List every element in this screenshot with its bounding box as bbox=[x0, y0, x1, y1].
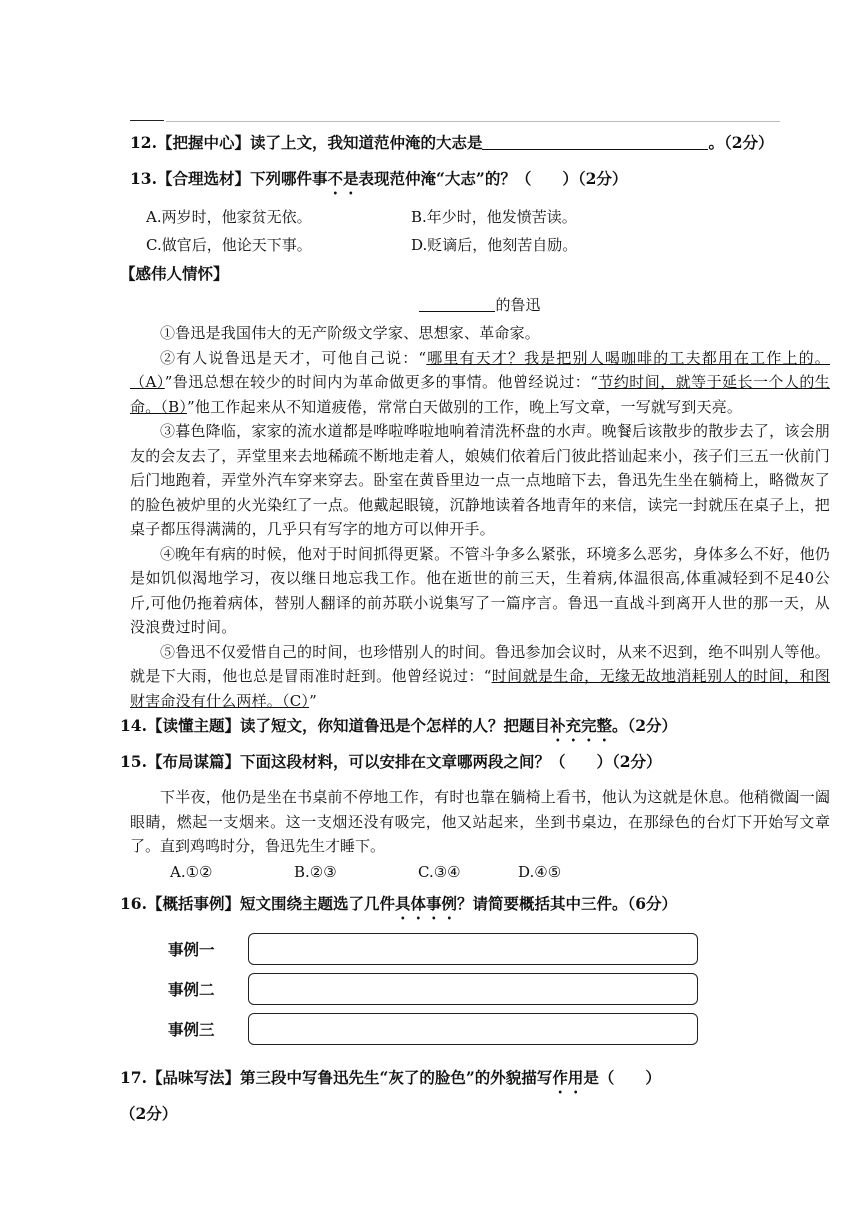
exam-page bbox=[120, 130, 830, 1125]
q13-option-b[interactable]: B.年少时，他发愤苦读。 bbox=[411, 208, 577, 226]
example-row-2 bbox=[168, 969, 830, 1009]
q17-score: （2分） bbox=[120, 1103, 178, 1123]
question-16 bbox=[120, 893, 830, 923]
example-row-1 bbox=[168, 929, 830, 969]
question-12 bbox=[130, 132, 830, 154]
q17-emphasis: 作用 bbox=[552, 1067, 584, 1087]
section-title: 【感伟人情怀】 bbox=[120, 264, 229, 283]
q13-option-a[interactable]: A.两岁时，他家贫无依。 bbox=[146, 208, 312, 226]
q12-text: 12.【把握中心】读了上文，我知道范仲淹的大志是 bbox=[130, 133, 483, 152]
example-label-2: 事例二 bbox=[168, 979, 215, 999]
p2-text-b: ”鲁迅总想在较少的时间内为革命做更多的事情。他曾经说过：“ bbox=[164, 373, 599, 391]
q12-answer-blank[interactable] bbox=[482, 134, 708, 150]
article-title bbox=[130, 294, 830, 315]
p2-quote-a: 哪里有天才？我是把别人喝咖啡的工夫都用在工作上的。（A） bbox=[130, 348, 830, 391]
q15-option-c[interactable]: C.③④ bbox=[418, 862, 461, 881]
p5-text-a: ⑤鲁迅不仅爱惜自己的时间，也珍惜别人的时间。鲁迅参加会议时，从来不迟到，绝不叫别人等他。就是下大雨，他也总是冒雨准时赶到。他曾经说过：“ bbox=[130, 642, 830, 685]
q17-text-b: 是（ ） bbox=[583, 1067, 661, 1087]
paragraph-5 bbox=[130, 640, 830, 714]
q14-emphasis: 补充完整 bbox=[549, 716, 612, 735]
q15-option-d[interactable]: D.④⑤ bbox=[518, 862, 562, 881]
q15-options bbox=[130, 859, 830, 885]
q13-options-row-2 bbox=[130, 232, 830, 258]
example-label-3: 事例三 bbox=[168, 1019, 215, 1039]
paragraph-2 bbox=[130, 346, 830, 420]
q12-score: 。（2分） bbox=[708, 133, 774, 152]
q16-emphasis: 具体事例 bbox=[394, 893, 457, 913]
header-rule-light bbox=[166, 121, 780, 122]
p2-text-a: ②有人说鲁迅是天才，可他自己说：“ bbox=[160, 348, 427, 367]
q13-text-b: 表现范仲淹“大志”的？（ ）（2分） bbox=[358, 169, 628, 188]
q13-text-a: 13.【合理选材】下列哪件事 bbox=[130, 169, 328, 188]
q17-text-a: 17.【品味写法】第三段中写鲁迅先生“灰了的脸色”的外貌描写 bbox=[120, 1067, 553, 1087]
question-15: 15.【布局谋篇】下面这段材料，可以安排在文章哪两段之间？（ ）（2分） bbox=[120, 752, 662, 771]
q14-text-b: 。（2分） bbox=[611, 716, 678, 735]
q16-answer-boxes bbox=[130, 929, 830, 1049]
paragraph-1: ①鲁迅是我国伟大的无产阶级文学家、思想家、革命家。 bbox=[160, 324, 541, 342]
q13-option-d[interactable]: D.贬谪后，他刻苦自励。 bbox=[411, 236, 578, 254]
p2-text-c: ”他工作起来从不知道疲倦，常常白天做别的工作，晚上写文章，一写就写到天亮。 bbox=[187, 397, 743, 416]
example-label-1: 事例一 bbox=[168, 939, 215, 959]
q15-option-b[interactable]: B.②③ bbox=[294, 862, 337, 881]
p2-quote-b: 节约时间，就等于延长一个人的生命。（B） bbox=[130, 373, 830, 416]
q16-text-a: 16.【概括事例】短文围绕主题选了几件 bbox=[120, 893, 395, 913]
article-title-suffix: 的鲁迅 bbox=[495, 296, 541, 314]
p5-quote-c: 时间就是生命，无缘无故地消耗别人的时间，和图财害命没有什么两样。（C） bbox=[130, 667, 830, 710]
example-row-3 bbox=[168, 1009, 830, 1049]
question-13 bbox=[130, 168, 830, 198]
header-rule-dark bbox=[130, 120, 164, 121]
paragraph-3: ③暮色降临，家家的流水道都是哗啦哗啦地响着清洗杯盘的水声。晚餐后该散步的散步去了，该会朋友的会友去了，弄堂里来去地稀疏不断地走着人，娘姨们依着后门彼此搭讪起来小，孩子们三五一伙前门后门地跑着，弄堂外汽车穿来穿去。卧室在黄昏里边一点一点地暗下去，鲁迅先生坐在躺椅上，略微灰了的脸色被炉里的火光染红了一点。他戴起眼镜，沉静地读着各地青年的来信，读完一封就压在桌子上，把桌子都压得满满的，几乎只有写字的地方可以伸开手。 bbox=[130, 422, 830, 538]
p5-text-b: ” bbox=[309, 691, 317, 710]
example-input-1[interactable] bbox=[248, 933, 698, 965]
q15-excerpt: 下半夜，他仍是坐在书桌前不停地工作，有时也靠在躺椅上看书，他认为这就是休息。他稍微阖一阖眼睛，燃起一支烟来。这一支烟还没有吸完，他又站起来，坐到书桌边，在那绿色的台灯下开始写文章了。直到鸡鸣时分，鲁迅先生才睡下。 bbox=[130, 788, 830, 855]
article-body bbox=[130, 321, 830, 713]
title-blank[interactable] bbox=[419, 297, 495, 312]
q14-text-a: 14.【读懂主题】读了短文，你知道鲁迅是个怎样的人？把题目 bbox=[120, 716, 550, 735]
question-17 bbox=[120, 1067, 830, 1097]
q13-option-c[interactable]: C.做官后，他论天下事。 bbox=[146, 236, 312, 254]
q13-options-row-1 bbox=[130, 204, 830, 230]
example-input-2[interactable] bbox=[248, 973, 698, 1005]
q15-option-a[interactable]: A.①② bbox=[170, 862, 213, 881]
paragraph-4: ④晚年有病的时候，他对于时间抓得更紧。不管斗争多么紧张，环境多么恶劣，身体多么不好，他仍是如饥似渴地学习，夜以继日地忘我工作。他在逝世的前三天，生着病,体温很高,体重减轻到不足40公斤,可他仍拖着病体，替别人翻译的前苏联小说集写了一篇序言。鲁迅一直战斗到离开人世的那一天，从没浪费过时间。 bbox=[130, 544, 830, 636]
example-input-3[interactable] bbox=[248, 1013, 698, 1045]
q16-text-b: ？请简要概括其中三件。（6分） bbox=[456, 893, 678, 913]
q13-emphasis: 不是 bbox=[327, 169, 359, 188]
question-14 bbox=[120, 715, 830, 745]
